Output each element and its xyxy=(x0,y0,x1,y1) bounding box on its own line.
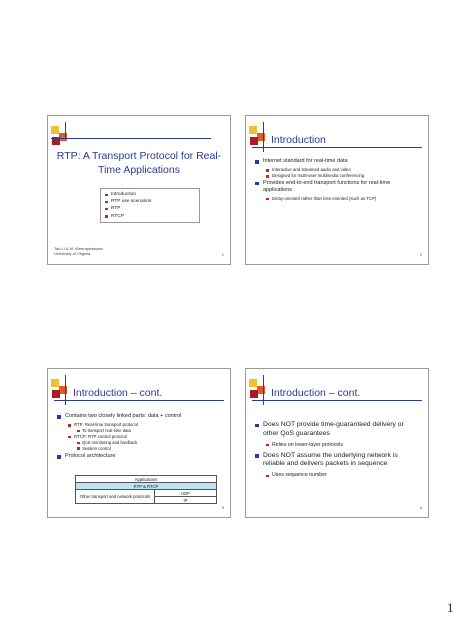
bullet: Internet standard for real-time data xyxy=(254,158,420,165)
sub-bullet: Interactive and streamed audio and video xyxy=(254,167,420,173)
bullet: Provides end-to-end transport functions for real-time applications xyxy=(254,180,420,194)
slide-body xyxy=(254,421,414,482)
page-number: 1 xyxy=(447,600,454,615)
slide-decoration xyxy=(246,126,268,146)
outline-item: RTP use scenarios xyxy=(105,198,195,205)
slide-2 xyxy=(245,115,429,265)
slide-decoration xyxy=(48,126,70,146)
sub-sub-bullet: QoS monitoring and feedback xyxy=(56,440,222,446)
outline-box xyxy=(100,188,200,223)
slide-4 xyxy=(245,368,429,518)
slide-decoration xyxy=(48,379,70,399)
sub-bullet: Delay-oriented rather than loss-oriented (such as TCP) xyxy=(254,196,420,202)
udp-cell: UDP xyxy=(154,490,216,497)
bullet: Does NOT provide time-guaranteed delivery or other QoS guarantees xyxy=(254,421,414,439)
outline-item: RTCP xyxy=(105,213,195,220)
slide-decoration xyxy=(246,379,268,399)
sub-bullet: Designed for multi-user multimedia conferencing xyxy=(254,173,420,179)
slide-title: Introduction – cont. xyxy=(271,387,361,399)
sub-bullet: Uses sequence number xyxy=(254,472,414,479)
slide-title: RTP: A Transport Protocol for Real-Time Applications xyxy=(56,150,222,176)
slide-1 xyxy=(47,115,231,265)
title-rule xyxy=(252,147,422,148)
title-rule-vertical xyxy=(65,122,66,138)
rtp-rtcp-cell: RTP & RTCP xyxy=(76,483,217,490)
sub-sub-bullet: To transport real-time data xyxy=(56,428,222,434)
slide-body xyxy=(56,413,222,462)
slide-number: 4 xyxy=(419,505,422,510)
slide-title: Introduction – cont. xyxy=(73,387,163,399)
bullet: Contains two closely linked parts: data + control xyxy=(56,413,222,420)
applications-cell: Applications xyxy=(76,476,217,483)
outline-item: RTP xyxy=(105,205,195,212)
sub-sub-bullet: Session control xyxy=(56,446,222,452)
title-rule xyxy=(51,138,211,139)
slide-3 xyxy=(47,368,231,518)
other-protocols-cell: Other transport and network protocols xyxy=(76,490,155,504)
slide-number: 1 xyxy=(221,252,224,257)
sub-bullet: RTCP: RTP control protocol xyxy=(56,434,222,440)
slide-body xyxy=(254,158,420,202)
ip-cell: IP xyxy=(154,497,216,504)
title-rule xyxy=(252,400,422,401)
slide-footer: Tao Li & M. Weeraphaswan University of Virginia xyxy=(54,246,103,256)
bullet: Protocol architecture xyxy=(56,453,222,460)
slide-number: 2 xyxy=(419,252,422,257)
slide-title: Introduction xyxy=(271,134,326,146)
sub-bullet: RTP: Real-time transport protocol xyxy=(56,422,222,428)
slide-number: 3 xyxy=(221,505,224,510)
outline-item: Introduction xyxy=(105,191,195,198)
protocol-architecture-table xyxy=(75,475,217,504)
title-rule xyxy=(54,400,224,401)
bullet: Does NOT assume the underlying network is reliable and delivers packets in sequence xyxy=(254,452,414,470)
sub-bullet: Relies on lower-layer protocols xyxy=(254,442,414,449)
